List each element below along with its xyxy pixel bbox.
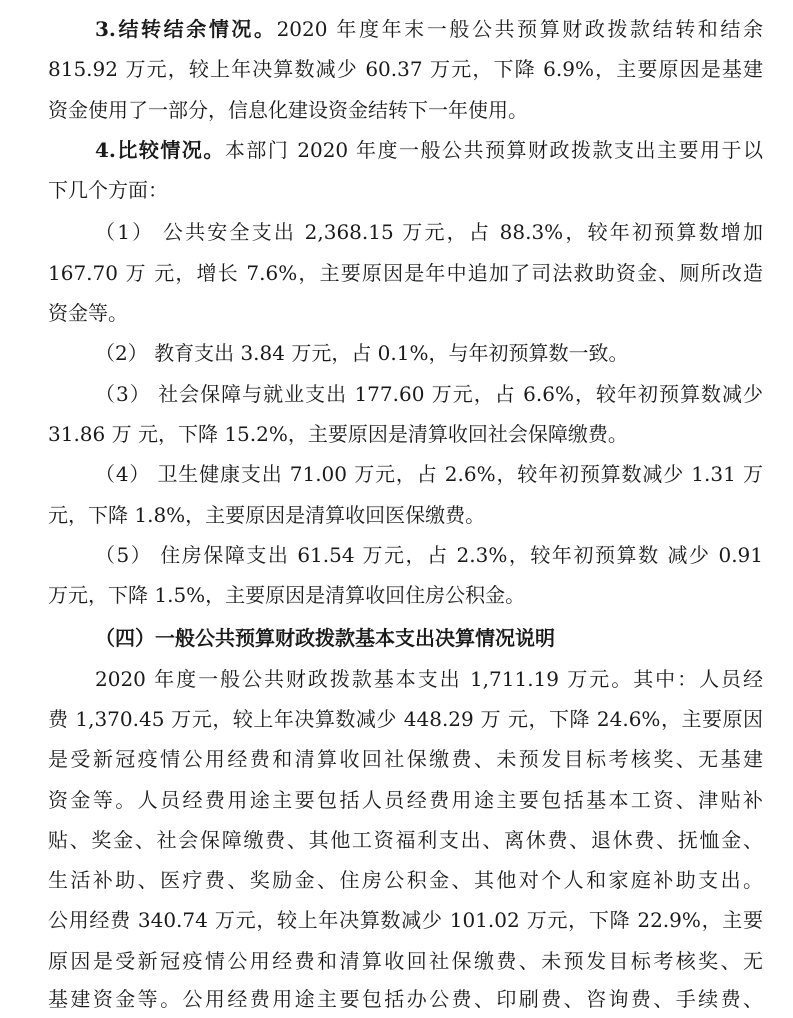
section-heading: 3.结转结余情况。 bbox=[95, 17, 277, 41]
line-text: 资金等。人员经费用途主要包括人员经费用途主要包括基本工资、津贴补 bbox=[48, 787, 763, 812]
line-text: 2020 年度一般公共财政拨款基本支出 1,711.19 万元。其中：人员经 bbox=[95, 666, 763, 691]
line-text: 费 1,370.45 万元，较上年决算数减少 448.29 万 元，下降 24.6%，主要原因 bbox=[48, 706, 763, 731]
paragraph-line bbox=[0, 91, 793, 129]
paragraph-line bbox=[0, 50, 793, 88]
paragraph-line bbox=[0, 980, 793, 1018]
line-text: 下几个方面： bbox=[48, 178, 168, 203]
paragraph-line bbox=[0, 131, 793, 169]
paragraph-line bbox=[0, 619, 793, 657]
line-text: 31.86 万 元，下降 15.2%，主要原因是清算收回社会保障缴费。 bbox=[48, 421, 628, 446]
line-text: 资金使用了一部分，信息化建设资金结转下一年使用。 bbox=[48, 97, 528, 122]
paragraph-line bbox=[0, 942, 793, 980]
line-text: 公用经费 340.74 万元，较上年决算数减少 101.02 万元，下降 22.9%，主要 bbox=[48, 908, 763, 933]
paragraph-line bbox=[0, 700, 793, 738]
paragraph-line bbox=[0, 10, 793, 48]
paragraph-line bbox=[0, 660, 793, 698]
paragraph-line bbox=[0, 213, 793, 251]
paragraph-line bbox=[0, 821, 793, 859]
paragraph-line bbox=[0, 496, 793, 534]
line-text: （2） 教育支出 3.84 万元，占 0.1%，与年初预算数一致。 bbox=[95, 341, 629, 366]
paragraph-line bbox=[0, 334, 793, 372]
paragraph-line bbox=[0, 861, 793, 899]
paragraph-line bbox=[0, 294, 793, 332]
line-text: 资金等。 bbox=[48, 301, 128, 326]
paragraph-line bbox=[0, 536, 793, 574]
paragraph-line bbox=[0, 740, 793, 778]
line-text: 生活补助、医疗费、奖励金、住房公积金、其他对个人和家庭补助支出。 bbox=[48, 868, 763, 893]
section-heading: （四）一般公共预算财政拨款基本支出决算情况说明 bbox=[95, 626, 555, 651]
line-text: 万元，下降 1.5%，主要原因是清算收回住房公积金。 bbox=[48, 583, 526, 608]
line-text: 元，下降 1.8%，主要原因是清算收回医保缴费。 bbox=[48, 502, 486, 527]
line-text: 基建资金等。公用经费用途主要包括办公费、印刷费、咨询费、手续费、 bbox=[48, 987, 763, 1011]
line-text: 贴、奖金、社会保障缴费、其他工资福利支出、离休费、退休费、抚恤金、 bbox=[48, 827, 763, 852]
line-text: （3） 社会保障与就业支出 177.60 万元，占 6.6%，较年初预算数减少 bbox=[95, 381, 763, 406]
section-heading: 4.比较情况。 bbox=[95, 137, 225, 162]
paragraph-line bbox=[0, 576, 793, 614]
line-text: 167.70 万 元，增长 7.6%，主要原因是年中追加了司法救助资金、厕所改造 bbox=[48, 260, 763, 285]
line-text: 2020 年度年末一般公共预算财政拨款结转和结余 bbox=[276, 17, 763, 41]
paragraph-line bbox=[0, 781, 793, 819]
line-text: （1） 公共安全支出 2,368.15 万元，占 88.3%，较年初预算数增加 bbox=[95, 220, 763, 245]
paragraph-line bbox=[0, 254, 793, 292]
line-text: 是受新冠疫情公用经费和清算收回社保缴费、未预发目标考核奖、无基建 bbox=[48, 747, 763, 772]
line-text: 815.92 万元，较上年决算数减少 60.37 万元，下降 6.9%，主要原因是基建 bbox=[48, 57, 763, 82]
paragraph-line bbox=[0, 901, 793, 939]
line-text: 原因是受新冠疫情公用经费和清算收回社保缴费、未预发目标考核奖、无 bbox=[48, 948, 763, 973]
line-text: （4） 卫生健康支出 71.00 万元，占 2.6%，较年初预算数减少 1.31 万 bbox=[95, 462, 763, 487]
paragraph-line bbox=[0, 455, 793, 493]
paragraph-line bbox=[0, 415, 793, 453]
paragraph-line bbox=[0, 375, 793, 413]
paragraph-line bbox=[0, 171, 793, 209]
line-text: （5） 住房保障支出 61.54 万元，占 2.3%，较年初预算数 减少 0.91 bbox=[95, 542, 763, 567]
line-text: 本部门 2020 年度一般公共预算财政拨款支出主要用于以 bbox=[224, 137, 763, 162]
